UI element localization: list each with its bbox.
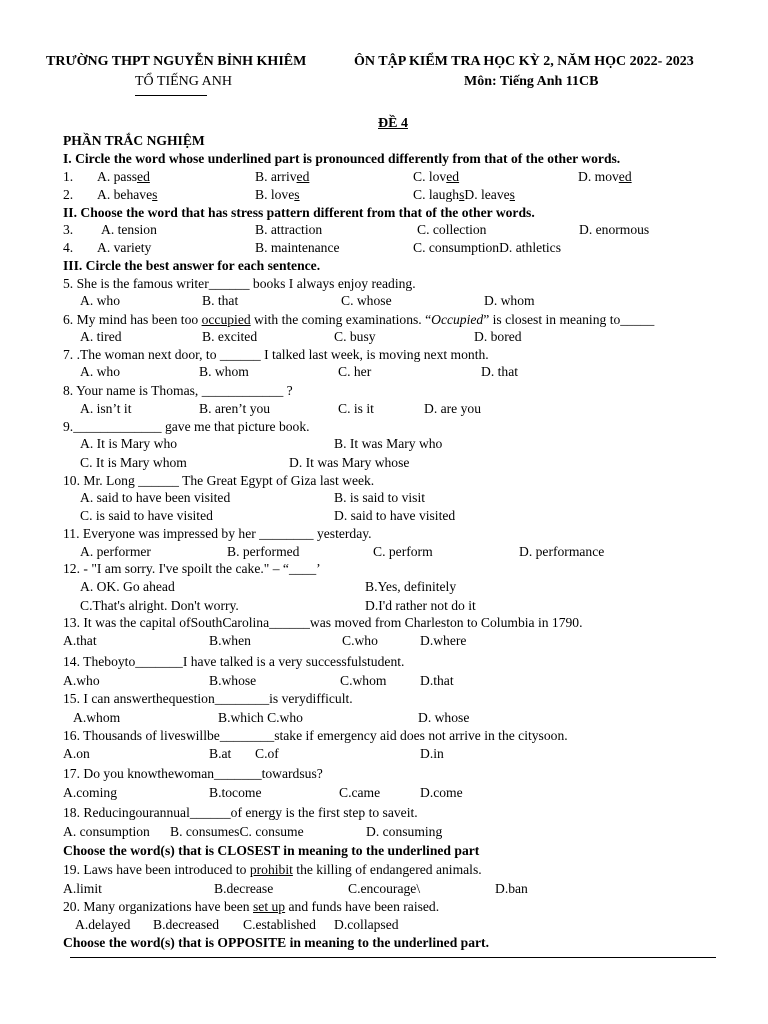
q19-option-c[interactable]: C.encourage\: [348, 881, 421, 896]
q4-number: 4.: [63, 240, 74, 255]
q3-option-a[interactable]: A. tension: [101, 222, 157, 237]
q17-option-d[interactable]: D.come: [420, 785, 463, 800]
q18-option-bc[interactable]: B. consumesC. consume: [170, 824, 304, 839]
q9-option-c[interactable]: C. It is Mary whom: [80, 455, 187, 470]
q3-option-d[interactable]: D. enormous: [579, 222, 650, 237]
q4-option-b[interactable]: B. maintenance: [255, 240, 340, 255]
q4-option-cd[interactable]: C. consumptionD. athletics: [413, 240, 562, 255]
q8-option-d[interactable]: D. are you: [424, 401, 481, 416]
part2-instruction: II. Choose the word that has stress pattern different from that of the other words.: [63, 205, 535, 220]
q20-option-d[interactable]: D.collapsed: [334, 917, 399, 932]
q6-option-c[interactable]: C. busy: [334, 329, 376, 344]
q6-option-d[interactable]: D. bored: [474, 329, 522, 344]
q15-option-d[interactable]: D. whose: [418, 710, 470, 725]
q7-option-c[interactable]: C. her: [338, 364, 372, 379]
q17-stem: 17. Do you knowthewoman_______towardsus?: [63, 766, 323, 781]
q16-option-b[interactable]: B.at: [209, 746, 232, 761]
q14-stem: 14. Theboyto_______I have talked is a very successfulstudent.: [63, 654, 405, 669]
part1-instruction: I. Circle the word whose underlined part is pronounced differently from that of the other words.: [63, 151, 621, 166]
q15-option-bc[interactable]: B.which C.who: [218, 710, 303, 725]
part5-instruction: Choose the word(s) that is OPPOSITE in meaning to the underlined part.: [63, 935, 489, 950]
q2-option-cd[interactable]: C. laughsD. leaves: [413, 187, 515, 202]
q9-stem: 9._____________ gave me that picture book.: [63, 419, 310, 434]
q13-option-a[interactable]: A.that: [63, 633, 97, 648]
q6-stem: 6. My mind has been too occupied with the coming examinations. “Occupied” is closest in meaning to_____: [63, 312, 655, 327]
q9-option-a[interactable]: A. It is Mary who: [80, 436, 178, 451]
q13-option-d[interactable]: D.where: [420, 633, 467, 648]
q16-option-c[interactable]: C.of: [255, 746, 279, 761]
q3-number: 3.: [63, 222, 74, 237]
department-name: TỔ TIẾNG ANH: [135, 74, 232, 89]
q19-option-b[interactable]: B.decrease: [214, 881, 274, 896]
q7-option-a[interactable]: A. who: [80, 364, 121, 379]
q1-number: 1.: [63, 169, 74, 184]
test-code: ĐỀ 4: [378, 116, 408, 131]
section-title: PHẦN TRẮC NGHIỆM: [63, 133, 205, 148]
q14-option-d[interactable]: D.that: [420, 673, 454, 688]
subject-line: Môn: Tiếng Anh 11CB: [464, 74, 599, 89]
q5-option-d[interactable]: D. whom: [484, 293, 535, 308]
q12-option-a[interactable]: A. OK. Go ahead: [80, 579, 175, 594]
q11-option-a[interactable]: A. performer: [80, 544, 151, 559]
q19-option-a[interactable]: A.limit: [63, 881, 102, 896]
q5-stem: 5. She is the famous writer______ books I always enjoy reading.: [63, 276, 416, 291]
q1-option-a[interactable]: A. passed: [97, 169, 150, 184]
q12-option-b[interactable]: B.Yes, definitely: [365, 579, 457, 594]
q20-option-b[interactable]: B.decreased: [153, 917, 220, 932]
q18-option-a[interactable]: A. consumption: [63, 824, 150, 839]
q11-option-c[interactable]: C. perform: [373, 544, 433, 559]
q14-option-c[interactable]: C.whom: [340, 673, 387, 688]
q9-option-d[interactable]: D. It was Mary whose: [289, 455, 410, 470]
q19-option-d[interactable]: D.ban: [495, 881, 528, 896]
q18-stem: 18. Reducingourannual______of energy is the first step to saveit.: [63, 805, 418, 820]
q1-option-b[interactable]: B. arrived: [255, 169, 310, 184]
school-name: TRƯỜNG THPT NGUYỄN BỈNH KHIÊM: [46, 54, 307, 69]
q7-stem: 7. .The woman next door, to ______ I talked last week, is moving next month.: [63, 347, 489, 362]
q19-stem: 19. Laws have been introduced to prohibit the killing of endangered animals.: [63, 862, 482, 877]
q6-option-b[interactable]: B. excited: [202, 329, 258, 344]
q10-option-c[interactable]: C. is said to have visited: [80, 508, 213, 523]
q14-option-a[interactable]: A.who: [63, 673, 100, 688]
part3-instruction: III. Circle the best answer for each sentence.: [63, 258, 321, 273]
q18-option-d[interactable]: D. consuming: [366, 824, 443, 839]
q14-option-b[interactable]: B.whose: [209, 673, 257, 688]
q2-option-a[interactable]: A. behaves: [97, 187, 158, 202]
q12-stem: 12. - "I am sorry. I've spoilt the cake." – “____’: [63, 561, 321, 576]
q3-option-b[interactable]: B. attraction: [255, 222, 323, 237]
q11-option-b[interactable]: B. performed: [227, 544, 300, 559]
q10-option-b[interactable]: B. is said to visit: [334, 490, 426, 505]
q9-option-b[interactable]: B. It was Mary who: [334, 436, 443, 451]
q15-stem: 15. I can answerthequestion________is verydifficult.: [63, 691, 353, 706]
q8-option-a[interactable]: A. isn’t it: [80, 401, 132, 416]
bottom-rule: [70, 957, 716, 958]
q1-option-d[interactable]: D. moved: [578, 169, 632, 184]
q5-option-c[interactable]: C. whose: [341, 293, 392, 308]
q5-option-a[interactable]: A. who: [80, 293, 121, 308]
q13-option-b[interactable]: B.when: [209, 633, 251, 648]
q17-option-c[interactable]: C.came: [339, 785, 381, 800]
department-underline: [135, 95, 207, 96]
exam-title: ÔN TẬP KIỂM TRA HỌC KỲ 2, NĂM HỌC 2022- 2023: [354, 54, 694, 69]
q8-option-c[interactable]: C. is it: [338, 401, 374, 416]
q10-stem: 10. Mr. Long ______ The Great Egypt of Giza last week.: [63, 473, 375, 488]
q13-option-c[interactable]: C.who: [342, 633, 378, 648]
q3-option-c[interactable]: C. collection: [417, 222, 487, 237]
q6-option-a[interactable]: A. tired: [80, 329, 122, 344]
q5-option-b[interactable]: B. that: [202, 293, 239, 308]
q17-option-a[interactable]: A.coming: [63, 785, 117, 800]
q2-option-b[interactable]: B. loves: [255, 187, 300, 202]
q8-option-b[interactable]: B. aren’t you: [199, 401, 271, 416]
q7-option-b[interactable]: B. whom: [199, 364, 249, 379]
q16-option-a[interactable]: A.on: [63, 746, 90, 761]
q12-option-d[interactable]: D.I'd rather not do it: [365, 598, 476, 613]
q2-number: 2.: [63, 187, 74, 202]
q16-option-d[interactable]: D.in: [420, 746, 444, 761]
q20-stem: 20. Many organizations have been set up and funds have been raised.: [63, 899, 440, 914]
q11-option-d[interactable]: D. performance: [519, 544, 605, 559]
q1-option-c[interactable]: C. loved: [413, 169, 460, 184]
q15-option-a[interactable]: A.whom: [73, 710, 121, 725]
q8-stem: 8. Your name is Thomas, ____________ ?: [63, 383, 293, 398]
q20-option-a[interactable]: A.delayed: [75, 917, 131, 932]
q12-option-c[interactable]: C.That's alright. Don't worry.: [80, 598, 239, 613]
q7-option-d[interactable]: D. that: [481, 364, 518, 379]
q13-stem: 13. It was the capital ofSouthCarolina______was moved from Charleston to Columbia in 1790.: [63, 615, 583, 630]
q16-stem: 16. Thousands of liveswillbe________stake if emergency aid does not arrive in the citysoon.: [63, 728, 568, 743]
q10-option-d[interactable]: D. said to have visited: [334, 508, 456, 523]
q10-option-a[interactable]: A. said to have been visited: [80, 490, 231, 505]
q20-option-c[interactable]: C.established: [243, 917, 316, 932]
q11-stem: 11. Everyone was impressed by her ________ yesterday.: [63, 526, 372, 541]
q17-option-b[interactable]: B.tocome: [209, 785, 262, 800]
part4-instruction: Choose the word(s) that is CLOSEST in meaning to the underlined part: [63, 843, 480, 858]
q4-option-a[interactable]: A. variety: [97, 240, 152, 255]
